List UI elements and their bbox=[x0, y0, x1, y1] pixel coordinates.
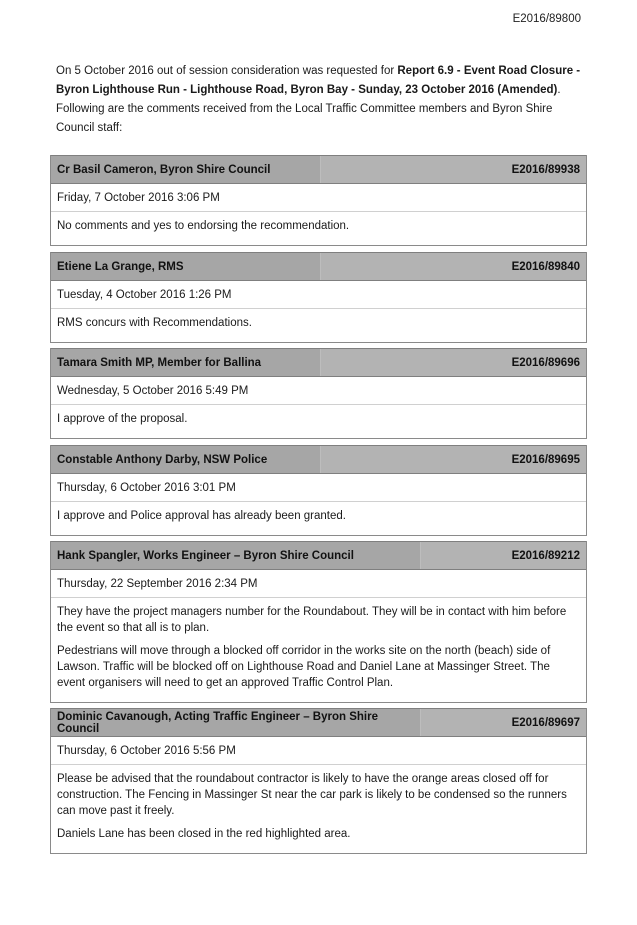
comment-paragraph: I approve of the proposal. bbox=[57, 413, 188, 425]
comment-author: Cr Basil Cameron, Byron Shire Council bbox=[51, 156, 321, 183]
comment-body bbox=[51, 212, 586, 245]
comment-body bbox=[51, 405, 586, 438]
comment-body bbox=[51, 309, 586, 342]
comment-paragraph: I approve and Police approval has already been granted. bbox=[57, 510, 346, 522]
comment-paragraph: They have the project managers number for the Roundabout. They will be in contact with him before the event so that all is to plan. bbox=[57, 606, 567, 634]
comment-header bbox=[51, 708, 586, 737]
comment-reference: E2016/89212 bbox=[421, 542, 586, 569]
comment-date: Thursday, 22 September 2016 2:34 PM bbox=[51, 570, 586, 598]
comment-paragraph: No comments and yes to endorsing the recommendation. bbox=[57, 220, 350, 232]
comment-author: Hank Spangler, Works Engineer – Byron Shire Council bbox=[51, 542, 421, 569]
intro-report-title: Report 6.9 - Event Road Closure - Byron Lighthouse Run - Lighthouse Road, Byron Bay - Sunday, 23 October 2016 (Amended) bbox=[56, 65, 581, 96]
comment-header bbox=[51, 348, 586, 377]
comment-block-cameron bbox=[50, 155, 587, 246]
comment-author: Tamara Smith MP, Member for Ballina bbox=[51, 349, 321, 376]
comment-body bbox=[51, 765, 586, 853]
comment-author: Dominic Cavanough, Acting Traffic Engineer – Byron Shire Council bbox=[51, 709, 421, 736]
comment-block-spangler bbox=[50, 541, 587, 703]
intro-text-start: On 5 October 2016 out of session consideration was requested for bbox=[56, 65, 398, 77]
comment-header bbox=[51, 252, 586, 281]
comment-block-smith bbox=[50, 348, 587, 439]
comment-date: Thursday, 6 October 2016 5:56 PM bbox=[51, 737, 586, 765]
comment-reference: E2016/89840 bbox=[321, 253, 586, 280]
intro-paragraph bbox=[56, 62, 586, 138]
comment-block-lagrange bbox=[50, 252, 587, 343]
comment-author: Etiene La Grange, RMS bbox=[51, 253, 321, 280]
document-reference: E2016/89800 bbox=[512, 13, 581, 25]
comment-date: Thursday, 6 October 2016 3:01 PM bbox=[51, 474, 586, 502]
comment-reference: E2016/89696 bbox=[321, 349, 586, 376]
comment-header bbox=[51, 445, 586, 474]
comment-header bbox=[51, 541, 586, 570]
comment-header bbox=[51, 155, 586, 184]
comment-paragraph: Please be advised that the roundabout contractor is likely to have the orange areas closed off for construction. The Fencing in Massinger St near the car park is likely to be condensed so the runners can move past it freely. bbox=[57, 773, 567, 817]
comment-block-darby bbox=[50, 445, 587, 536]
comment-body bbox=[51, 502, 586, 535]
comment-reference: E2016/89695 bbox=[321, 446, 586, 473]
intro-text-end: . Following are the comments received from the Local Traffic Committee members and Byron Shire Council staff: bbox=[56, 84, 561, 134]
comment-date: Friday, 7 October 2016 3:06 PM bbox=[51, 184, 586, 212]
comment-reference: E2016/89938 bbox=[321, 156, 586, 183]
comment-block-cavanough bbox=[50, 708, 587, 854]
comment-date: Tuesday, 4 October 2016 1:26 PM bbox=[51, 281, 586, 309]
comment-paragraph: Pedestrians will move through a blocked off corridor in the works site on the north (beach) side of Lawson. Traffic will be blocked off on Lighthouse Road and Daniel Lane at Massinger Street. The event organisers will need to get an approved Traffic Control Plan. bbox=[57, 645, 551, 689]
comment-reference: E2016/89697 bbox=[421, 709, 586, 736]
comment-author: Constable Anthony Darby, NSW Police bbox=[51, 446, 321, 473]
comment-paragraph: RMS concurs with Recommendations. bbox=[57, 317, 252, 329]
comment-body bbox=[51, 598, 586, 702]
comment-date: Wednesday, 5 October 2016 5:49 PM bbox=[51, 377, 586, 405]
comment-paragraph: Daniels Lane has been closed in the red highlighted area. bbox=[57, 828, 351, 840]
